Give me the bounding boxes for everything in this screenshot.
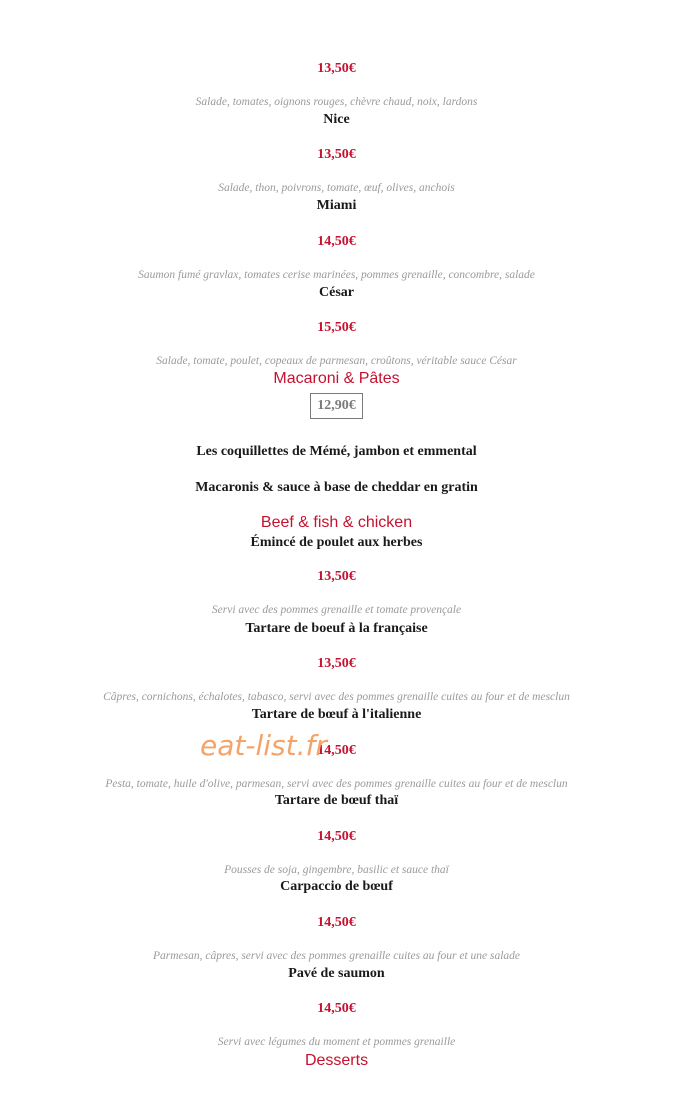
- dish-name: Tartare de boeuf à la française: [245, 621, 428, 636]
- price: 14,50€: [317, 743, 356, 758]
- dish-name: Macaronis & sauce à base de cheddar en gratin: [195, 480, 478, 495]
- dish-description: Saumon fumé gravlax, tomates cerise marinées, pommes grenaille, concombre, salade: [138, 269, 535, 281]
- dish-name: César: [319, 285, 354, 300]
- dish-description: Salade, tomate, poulet, copeaux de parmesan, croûtons, véritable sauce César: [156, 355, 517, 367]
- price: 13,50€: [317, 569, 356, 584]
- dish-description: Câpres, cornichons, échalotes, tabasco, servi avec des pommes grenaille cuites au four et de mesclun: [103, 691, 570, 703]
- price: 14,50€: [317, 915, 356, 930]
- price: 14,50€: [317, 234, 356, 249]
- price: 13,50€: [317, 656, 356, 671]
- dish-name: Tartare de bœuf thaï: [274, 793, 399, 808]
- dish-name: Nice: [323, 112, 350, 127]
- watermark-logo: eat-list.fr: [200, 729, 327, 762]
- price: 14,50€: [317, 1001, 356, 1016]
- price: 13,50€: [317, 147, 356, 162]
- price: 14,50€: [317, 829, 356, 844]
- price: 12,90€: [310, 393, 363, 419]
- section-title-mains: Beef & fish & chicken: [260, 514, 413, 531]
- dish-description: Servi avec légumes du moment et pommes grenaille: [217, 1036, 456, 1048]
- dish-description: Parmesan, câpres, servi avec des pommes grenaille cuites au four et une salade: [152, 950, 521, 962]
- dish-name: Les coquillettes de Mémé, jambon et emmental: [196, 444, 477, 459]
- dish-description: Salade, tomates, oignons rouges, chèvre chaud, noix, lardons: [195, 96, 478, 108]
- dish-description: Salade, thon, poivrons, tomate, œuf, olives, anchois: [218, 182, 455, 194]
- section-title-desserts: Desserts: [304, 1052, 369, 1069]
- price: 13,50€: [317, 61, 356, 76]
- dish-name: Émincé de poulet aux herbes: [250, 535, 423, 550]
- section-title-pasta: Macaroni & Pâtes: [273, 370, 400, 387]
- dish-name: Pavé de saumon: [288, 966, 385, 981]
- dish-name: Miami: [316, 198, 357, 213]
- dish-description: Pesta, tomate, huile d'olive, parmesan, servi avec des pommes grenaille cuites au four et de mesclun: [105, 778, 568, 790]
- dish-description: Pousses de soja, gingembre, basilic et sauce thaï: [224, 864, 449, 876]
- pasta-price-box: [0, 393, 673, 419]
- dish-name: Carpaccio de bœuf: [280, 879, 393, 894]
- dish-name: Tartare de bœuf à l'italienne: [251, 707, 422, 722]
- dish-description: Servi avec des pommes grenaille et tomate provençale: [211, 604, 462, 616]
- price: 15,50€: [317, 320, 356, 335]
